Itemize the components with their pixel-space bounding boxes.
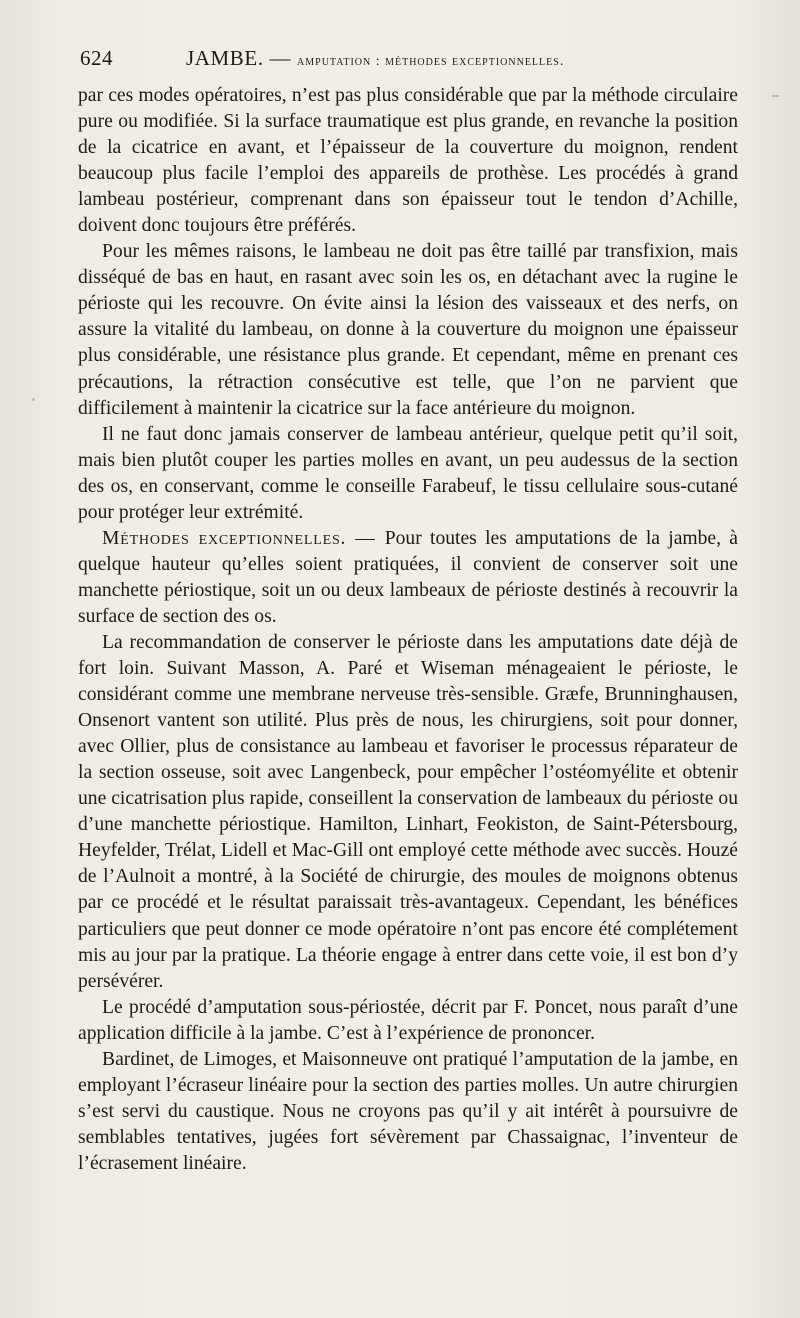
running-title xyxy=(186,46,564,71)
paragraph-1: par ces modes opératoires, n’est pas plus considérable que par la méthode circulaire pure ou modifiée. Si la surface traumatique est plus grande, en revanche la position de la cicatrice en avant, et l’épaisseur de la couverture du moignon, rendent beaucoup plus facile l’emploi des appareils de prothèse. Les procédés à grand lambeau postérieur, comprenant dans son épaisseur tout le tendon d’Achille, doivent donc toujours être préférés. xyxy=(78,85,738,237)
section-heading: Méthodes exceptionnelles. — xyxy=(102,527,385,549)
paragraph-3: Il ne faut donc jamais conserver de lambeau antérieur, quelque petit qu’il soit, mais bien plutôt couper les parties molles en avant, un peu audessus de la section des os, en conservant, comme le conseille Farabeuf, le tissu cellulaire sous-cutané pour protéger leur extrémité. xyxy=(78,423,738,523)
paragraph-4-text: Pour toutes les amputations de la jambe, à quelque hauteur qu’elles soient pratiquées, il convient de conserver soit une manchette périostique, soit un ou deux lambeaux de périoste destinés à recouvrir la surface de section des os. xyxy=(78,527,738,627)
running-title-section: amputation : méthodes exceptionnelles. xyxy=(297,54,565,69)
paragraph-7: Bardinet, de Limoges, et Maisonneuve ont pratiqué l’amputation de la jambe, en employant l’écraseur linéaire pour la section des parties molles. Un autre chirurgien s’est servi du caustique. Nous ne croyons pas qu’il y ait intérêt à poursuivre de semblables tentatives, jugées fort sévèrement par Chassaignac, l’inventeur de l’écrasement linéaire. xyxy=(78,1048,738,1174)
paragraph-6: Le procédé d’amputation sous-périostée, décrit par F. Poncet, nous paraît d’une application difficile à la jambe. C’est à l’expérience de prononcer. xyxy=(78,996,738,1044)
page-body xyxy=(78,83,738,1177)
running-title-main: JAMBE. xyxy=(186,46,264,70)
paragraph-5: La recommandation de conserver le périoste dans les amputations date déjà de fort loin. Suivant Masson, A. Paré et Wiseman ménageaient le périoste, le considérant comme une membrane nerveuse très-sensible. Græfe, Brunninghausen, Onsenort vantent son utilité. Plus près de nous, les chirurgiens, soit pour donner, avec Ollier, plus de consistance au lambeau et favoriser le processus réparateur de la section osseuse, soit avec Langenbeck, pour empêcher l’ostéomyélite et obtenir une cicatrisation plus rapide, conseillent la conservation de lambeaux du périoste ou d’une manchette périostique. Hamilton, Linhart, Feokiston, de Saint-Pétersbourg, Heyfelder, Trélat, Lidell et Mac-Gill ont employé cette méthode avec succès. Houzé de l’Aulnoit a montré, à la Société de chirurgie, des moules de moignons obtenus par ce procédé et le résultat paraissait très-avantageux. Cependant, les bénéfices particuliers que peut donner ce mode opératoire n’ont pas encore été complétement mis au jour par la pratique. La théorie engage à entrer dans cette voie, il est bon d’y persévérer. xyxy=(78,631,738,992)
page-number: 624 xyxy=(80,46,113,70)
paragraph-4 xyxy=(78,526,738,630)
running-title-dash: — xyxy=(263,46,298,70)
margin-dot xyxy=(32,398,35,401)
page-header xyxy=(78,46,738,76)
margin-mark xyxy=(772,95,779,97)
paragraph-2: Pour les mêmes raisons, le lambeau ne doit pas être taillé par transfixion, mais disséqué de bas en haut, en rasant avec soin les os, en détachant avec la rugine le périoste qui les recouvre. On évite ainsi la lésion des vaisseaux et des nerfs, on assure la vitalité du lambeau, on donne à la couverture du moignon une épaisseur plus considérable, une résistance plus grande. Et cependant, même en prenant ces précautions, la rétraction consécutive est telle, que l’on ne parvient que difficilement à maintenir la cicatrice sur la face antérieure du moignon. xyxy=(78,241,738,419)
